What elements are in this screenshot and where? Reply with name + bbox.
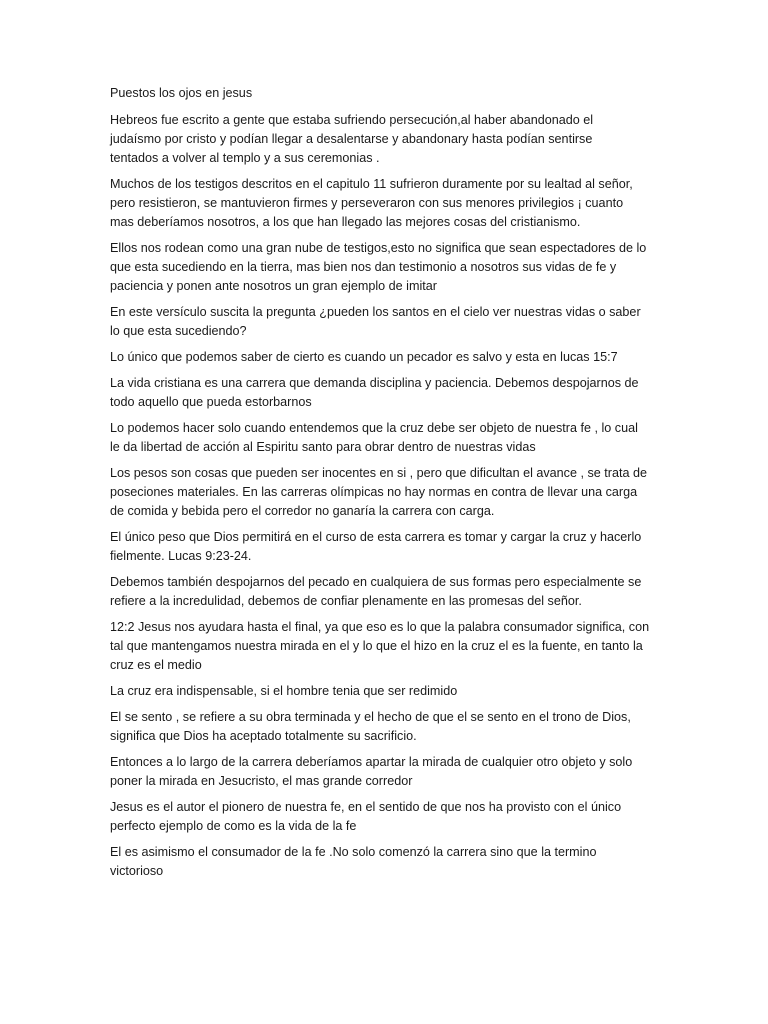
paragraph-line: El es asimismo el consumador de la fe .No solo comenzó la carrera sino que la termino — [110, 845, 597, 859]
paragraph-line: Debemos también despojarnos del pecado en cualquiera de sus formas pero especialmente se — [110, 575, 642, 589]
paragraph-line: pero resistieron, se mantuvieron firmes y perseveraron con sus menores privilegios ¡ cuanto — [110, 196, 624, 210]
paragraph — [110, 843, 662, 881]
paragraph-line: tentados a volver al templo y a sus ceremonias . — [110, 151, 380, 165]
paragraph-line: paciencia y ponen ante nosotros un gran ejemplo de imitar — [110, 279, 437, 293]
paragraph-line: judaísmo por cristo y podían llegar a desalentarse y abandonary hasta podían sentirse — [110, 132, 593, 146]
paragraph-line: que esta sucediendo en la tierra, mas bien nos dan testimonio a nosotros sus vidas de fe y — [110, 260, 617, 274]
paragraph — [110, 708, 662, 746]
paragraph — [110, 573, 662, 611]
paragraph-line: tal que mantengamos nuestra mirada en el y lo que el hizo en la cruz el es la fuente, en tanto la — [110, 639, 643, 653]
paragraph-line: Los pesos son cosas que pueden ser inocentes en si , pero que dificultan el avance , se trata de — [110, 466, 647, 480]
document-body — [110, 84, 662, 888]
paragraph-line: fielmente. Lucas 9:23-24. — [110, 549, 252, 563]
paragraph — [110, 175, 662, 232]
paragraph-line: victorioso — [110, 864, 164, 878]
paragraph — [110, 753, 662, 791]
paragraph-line: le da libertad de acción al Espiritu santo para obrar dentro de nuestras vidas — [110, 440, 536, 454]
paragraph-line: Jesus es el autor el pionero de nuestra fe, en el sentido de que nos ha provisto con el único — [110, 800, 622, 814]
paragraph — [110, 374, 662, 412]
paragraph-line: poseciones materiales. En las carreras olímpicas no hay normas en contra de llevar una carga — [110, 485, 638, 499]
paragraph-line: significa que Dios ha aceptado totalmente su sacrificio. — [110, 729, 417, 743]
paragraph — [110, 798, 662, 836]
paragraph — [110, 419, 662, 457]
paragraph-line: poner la mirada en Jesucristo, el mas grande corredor — [110, 774, 413, 788]
paragraph-line: Ellos nos rodean como una gran nube de testigos,esto no significa que sean espectadores de lo — [110, 241, 647, 255]
paragraph — [110, 464, 662, 521]
paragraph — [110, 303, 662, 341]
paragraph-line: perfecto ejemplo de como es la vida de la fe — [110, 819, 357, 833]
paragraph-line: En este versículo suscita la pregunta ¿pueden los santos en el cielo ver nuestras vidas o saber — [110, 305, 641, 319]
paragraph-list — [110, 111, 662, 881]
paragraph-line: Entonces a lo largo de la carrera deberíamos apartar la mirada de cualquier otro objeto y solo — [110, 755, 633, 769]
paragraph-line: 12:2 Jesus nos ayudara hasta el final, ya que eso es lo que la palabra consumador significa, con — [110, 620, 650, 634]
paragraph — [110, 618, 662, 675]
paragraph-line: mas deberíamos nosotros, a los que han llegado las mejores cosas del cristianismo. — [110, 215, 581, 229]
paragraph — [110, 239, 662, 296]
paragraph-line: Lo podemos hacer solo cuando entendemos que la cruz debe ser objeto de nuestra fe , lo cual — [110, 421, 638, 435]
document-title: Puestos los ojos en jesus — [110, 86, 253, 100]
paragraph-line: lo que esta sucediendo? — [110, 324, 247, 338]
paragraph — [110, 528, 662, 566]
paragraph-line: Muchos de los testigos descritos en el capitulo 11 sufrieron duramente por su lealtad al señor, — [110, 177, 633, 191]
paragraph — [110, 111, 662, 168]
paragraph-line: Lo único que podemos saber de cierto es cuando un pecador es salvo y esta en lucas 15:7 — [110, 350, 618, 364]
paragraph-line: refiere a la incredulidad, debemos de confiar plenamente en las promesas del señor. — [110, 594, 582, 608]
paragraph-line: de comida y bebida pero el corredor no ganaría la carrera con carga. — [110, 504, 495, 518]
paragraph-line: La cruz era indispensable, si el hombre tenia que ser redimido — [110, 684, 458, 698]
paragraph — [110, 682, 662, 701]
paragraph-line: La vida cristiana es una carrera que demanda disciplina y paciencia. Debemos despojarnos de — [110, 376, 639, 390]
paragraph-line: cruz es el medio — [110, 658, 202, 672]
paragraph-line: El único peso que Dios permitirá en el curso de esta carrera es tomar y cargar la cruz y hacerlo — [110, 530, 642, 544]
paragraph-line: El se sento , se refiere a su obra terminada y el hecho de que el se sento en el trono de Dios, — [110, 710, 631, 724]
paragraph-line: Hebreos fue escrito a gente que estaba sufriendo persecución,al haber abandonado el — [110, 113, 594, 127]
paragraph-line: todo aquello que pueda estorbarnos — [110, 395, 312, 409]
paragraph — [110, 348, 662, 367]
